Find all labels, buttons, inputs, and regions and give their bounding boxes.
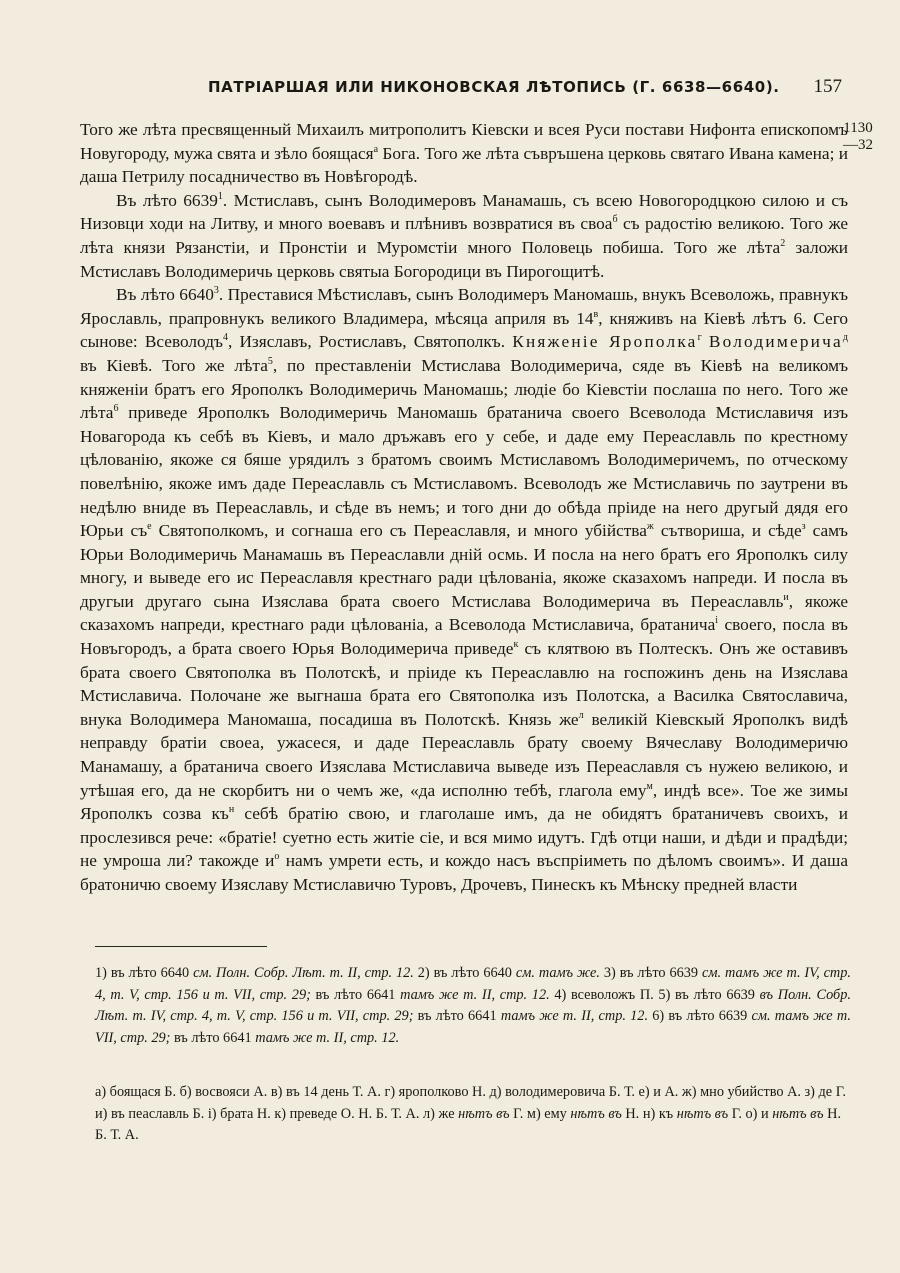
text-run: самъ Юрьи Володимеричь Манамашь въ Переаславли днiй осмь. И посла на него братъ его Ярополкъ силу многу, и выведе его ис Переаславля крестнаго ради цѣлованіа, якоже сказахомъ напреди. И посла въ другыи другаго сына Изяслава брата своего Мстислава Володимерича въ Переаславль	[80, 521, 848, 611]
note-marker: 4	[222, 332, 228, 344]
text-run: намъ умрети есть, и кождо насъ въспріиметь по дѣломъ своимъ». И даша братоничю своему Изяславу Мстиславичю Туровъ, Дрочевъ, Пинескъ къ Мѣнску предней власти	[80, 851, 849, 894]
chronicle-paragraph	[80, 118, 848, 189]
citation: нѣтъ въ	[772, 1105, 824, 1122]
note-marker: м	[646, 780, 653, 792]
citation: нѣтъ въ	[676, 1105, 729, 1122]
text-run: , Изяславъ, Ростиславъ, Святополкъ.	[227, 332, 513, 352]
note-marker: е	[147, 521, 152, 533]
chronicle-text	[80, 118, 848, 897]
footnotes	[95, 963, 851, 1049]
citation: тамъ же т. II, стр. 12.	[500, 1008, 649, 1024]
chronicle-paragraph	[80, 189, 848, 283]
text-run: . Мстиславъ, сынъ Володимеровъ Манамашь, съ всею Новогородцкою силою и съ Низовци ходи на Литву, и много воевавъ и плѣнивъ возвратися въ своа	[80, 190, 849, 234]
citation: нѣтъ въ	[458, 1105, 510, 1122]
note-marker: 6	[113, 403, 119, 415]
variant-paragraph	[95, 1082, 851, 1147]
text-run: Въ лѣто 6639	[116, 190, 218, 210]
text-run: , индѣ все». Тое же зимы Ярополкъ созва къ	[80, 780, 848, 824]
footnote-divider	[95, 946, 267, 947]
note-marker: а	[373, 143, 379, 155]
text-run: въ лѣто 6641	[413, 1008, 501, 1024]
citation: тамъ же т. II, стр. 12.	[400, 986, 550, 1003]
note-marker: б	[612, 214, 618, 226]
chronicle-paragraph	[80, 283, 848, 896]
text-run: Святополкомъ, и согнаша его съ Переаславля, и много убійства	[151, 521, 647, 541]
text-run: Бога. Того же лѣта съвръшена церковь святаго Ивана камена; и даша Петрилу посадничество въ Новѣгородѣ.	[80, 143, 848, 187]
text-run: Н. Б. Т. А.	[95, 1105, 842, 1143]
text-run: Г. о) и	[728, 1105, 773, 1122]
text-run: 2) въ лѣто 6640	[413, 965, 516, 981]
note-marker: и	[783, 592, 789, 604]
text-run: 6) въ лѣто 6639	[648, 1008, 752, 1024]
section-heading: Княженіе Ярополка	[512, 332, 698, 352]
note-marker: 2	[780, 238, 786, 250]
note-marker: в	[593, 308, 599, 320]
text-run: приведе Ярополкъ Володимеричь Маномашь братанича своего Всеволода Мстиславичя изъ Новагорода къ себѣ въ Кіевъ, и мало дръжавъ его у себе, и даде ему Переаславль по крестному цѣлованію, якоже ся бяше урядилъ з братомъ своимъ Мстиславомъ Володимеричемъ, по отческому повелѣнію, якоже имъ даде Переаславль съ Мстиславомъ. Всеволодъ же Мстиславичь по заутрени въ недѣлю вниде въ Переаславль, и сѣде въ немъ; и того дни до обѣда пріиде на него другый дядя его Юрьи съ	[80, 403, 848, 541]
text-run: . Преставися Мѣстиславъ, сынъ Володимеръ Маномашь, внукъ Всеволожь, правнукъ Ярославль, прапровнукъ великого Владимера, мѣсяца априля въ 14	[80, 285, 849, 328]
running-title: ПАТРІАРШАЯ ИЛИ НИКОНОВСКАЯ ЛѢТОПИСЬ (Г. 6638—6640).	[208, 78, 780, 96]
text-run: сътвориша, и сѣде	[653, 521, 802, 541]
note-marker: 1	[217, 191, 223, 203]
note-marker: л	[578, 710, 584, 722]
note-marker: о	[274, 851, 280, 863]
text-run: съ клятвою въ Полтескъ. Онъ же оставивъ брата своего Святополка въ Полотскѣ, и пріиде къ Переаславлю на госпожинъ день на Изяслава Мстиславича. Полочане же выгнаша брата его Святополка изъ Полотска, а Василка Святославича, внука Володимера Маномаша, посадиша въ Полотскѣ. Князь же	[80, 639, 848, 729]
margin-year-range: 1130 —32	[843, 120, 873, 153]
note-marker: к	[513, 639, 519, 651]
text-run: , по преставленіи Мстислава Володимерича, сяде въ Кіевѣ на великомъ княженіи братъ его Ярополкъ Володимеричь Маномашь; людіе бо Кіевстіи послаша по него. Того же лѣта	[80, 355, 849, 423]
text-run: , княживъ на Кіевѣ лѣтъ 6. Сего сынове: Всеволодъ	[80, 308, 849, 352]
text-run: , якоже сказахомъ напреди, крестнаго ради цѣлованіа, а Всеволода Мстиславича, братанича	[80, 591, 848, 635]
note-marker: і	[715, 615, 719, 627]
note-marker: н	[228, 804, 235, 816]
text-run: въ лѣто 6641	[310, 986, 401, 1003]
text-run: 4) всеволожъ П. 5) въ лѣто 6639	[549, 986, 760, 1003]
note-marker: г	[697, 332, 702, 344]
note-marker: ж	[646, 521, 654, 533]
text-run: а) боящася Б. б) восвояси А. в) въ 14 день Т. А. г) ярополково Н. д) володимеровича Б. Т. е) и А. ж) мно убийство А. з) де Г. и) въ пеаславль Б. і) брата Н. к) преведе О. Н. Б. Т. А. л) же	[95, 1084, 846, 1122]
text-run: заложи Мстиславъ Володимеричь церковь святыа Богородици въ Пирогощитѣ.	[80, 237, 848, 281]
text-run: съ радостію великою. Того же лѣта князи Рязанстіи, и Пронстіи и Муромстіи много Половець побиша. Того же лѣта	[80, 214, 849, 257]
text-run: великій Кіевскый Ярополкъ видѣ неправду братіи своеа, ужасеся, и даде Переаславль брату своему Вячеславу Володимеричю Манамашу, а братанича своего Изяслава Мстиславича выведе изъ Переаславля съ нужею великою, и утѣшая его, да не скорбитъ ни о чемъ же, «да исполню тебѣ, глагола ему	[80, 709, 848, 800]
running-header	[80, 76, 852, 104]
citation: см. тамъ же т. VII, стр. 29;	[95, 1008, 851, 1046]
footnote-paragraph	[95, 963, 851, 1049]
text-run: Того же лѣта пресвященный Михаилъ митрополитъ Кіевски и всея Руси постави Нифонта епископомъ Новугороду, мужа свята и зѣло боящася	[80, 120, 848, 163]
citation: см. тамъ же т. IV, стр. 4, т. V, стр. 156 и т. VII, стр. 29;	[95, 965, 851, 1003]
text-run: въ Кіевѣ. Того же лѣта	[80, 355, 268, 375]
text-run: Въ лѣто 6640	[116, 285, 214, 305]
variant-readings	[95, 1082, 851, 1147]
note-marker: 5	[267, 356, 273, 368]
page-number: 157	[813, 76, 842, 97]
text-run: 1) въ лѣто 6640	[95, 965, 194, 981]
text-run: 3) въ лѣто 6639	[599, 965, 702, 981]
book-page	[80, 70, 873, 1250]
citation: нѣтъ въ	[570, 1105, 622, 1122]
note-marker: з	[801, 521, 806, 533]
note-marker: 3	[213, 285, 219, 297]
text-run: Н. н) къ	[621, 1105, 677, 1122]
text-run: себѣ братію свою, и глаголаше имъ, да не обидятъ братаничевъ своихъ, и прослезився рече: «братіе! суетно есть житіе сіе, и вся мимо идутъ. Гдѣ отци наши, и дѣди и прадѣди; не умроша ли? такожде и	[80, 804, 848, 871]
citation: въ Полн. Собр. Лѣт. т. IV, стр. 4, т. V, стр. 156 и т. VII, стр. 29;	[95, 986, 851, 1024]
section-heading: Володимерича	[708, 332, 843, 352]
citation: тамъ же т. II, стр. 12.	[255, 1029, 400, 1046]
text-run: своего, посла въ Новъгородъ, а брата своего Юрья Володимерича приведе	[80, 615, 848, 659]
text-run: въ лѣто 6641	[170, 1029, 256, 1046]
citation: см. Полн. Собр. Лѣт. т. II, стр. 12.	[193, 965, 414, 981]
note-marker: д	[842, 332, 848, 344]
text-run	[702, 332, 709, 351]
citation: см. тамъ же.	[515, 965, 600, 981]
text-run: Г. м) ему	[509, 1105, 571, 1122]
